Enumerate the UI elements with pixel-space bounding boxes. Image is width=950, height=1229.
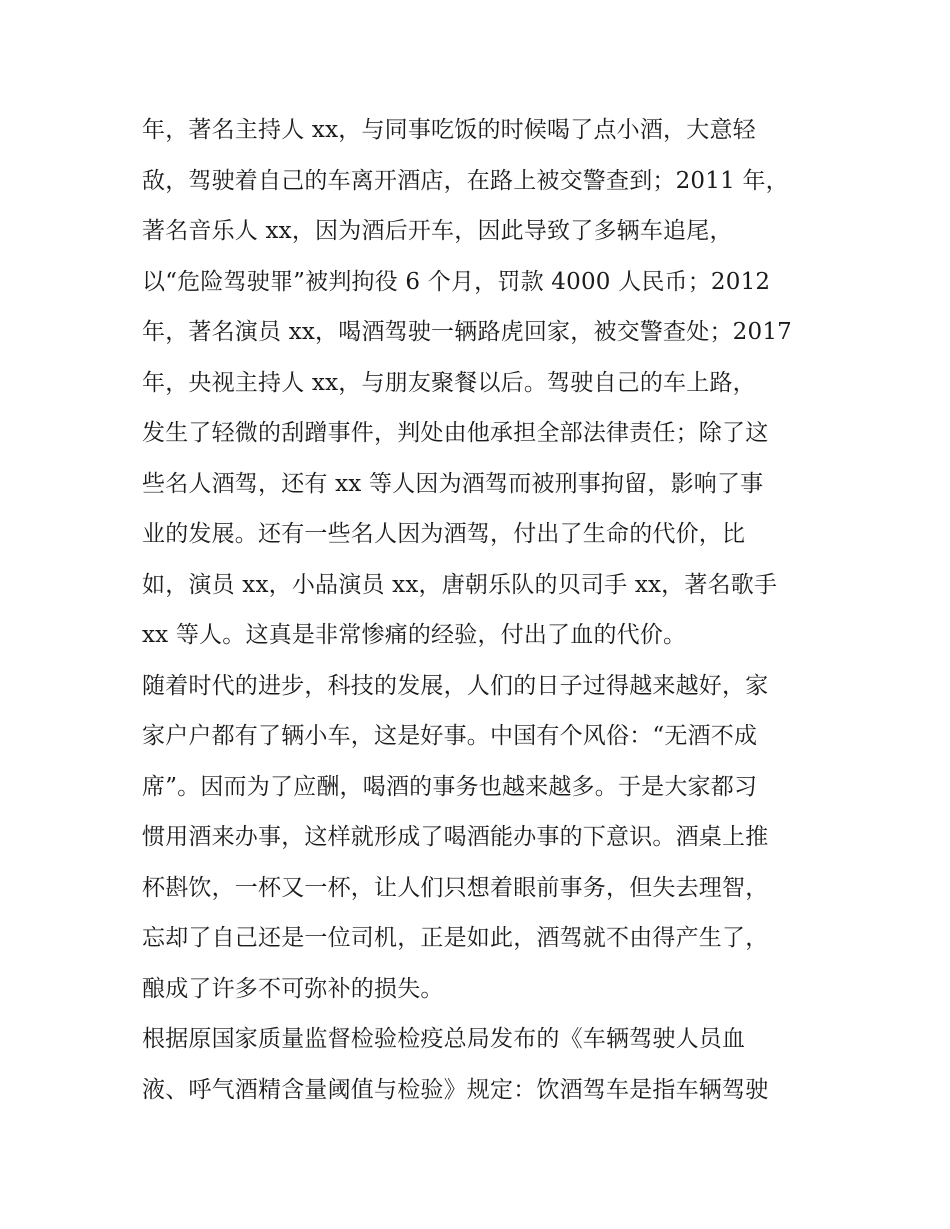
paragraph-drinking-culture (142, 661, 822, 1015)
text-line: 家户户都有了辆小车，这是好事。中国有个风俗：“无酒不成 (142, 723, 758, 749)
text-line: 酿成了许多不可弥补的损失。 (142, 975, 444, 1002)
text-line: 如，演员 xx，小品演员 xx，唐朝乐队的贝司手 xx，著名歌手 (142, 571, 778, 598)
text-line: 忘却了自己还是一位司机，正是如此，酒驾就不由得产生了， (142, 925, 769, 951)
text-line: 些名人酒驾，还有 xx 等人因为酒驾而被刑事拘留，影响了事 (142, 470, 764, 497)
text-line: 根据原国家质量监督检验检疫总局发布的《车辆驾驶人员血 (142, 1026, 746, 1052)
paragraph-celebrity-cases (142, 105, 822, 661)
document-body (142, 105, 822, 1115)
text-line: 业的发展。还有一些名人因为酒驾，付出了生命的代价，比 (142, 521, 746, 547)
text-line: 年，著名演员 xx，喝酒驾驶一辆路虎回家，被交警查处；2017 (142, 319, 792, 345)
text-line: 以“危险驾驶罪”被判拘役 6 个月，罚款 4000 人民币；2012 (142, 268, 771, 295)
text-line: 液、呼气酒精含量阈值与检验》规定：饮酒驾车是指车辆驾驶 (142, 1076, 769, 1103)
text-line: 席”。因而为了应酬，喝酒的事务也越来越多。于是大家都习 (142, 773, 758, 800)
text-line: xx 等人。这真是非常惨痛的经验，付出了血的代价。 (142, 622, 687, 648)
text-line: 年，著名主持人 xx，与同事吃饭的时候喝了点小酒，大意轻 (142, 117, 756, 143)
text-line: 发生了轻微的刮蹭事件，判处由他承担全部法律责任；除了这 (142, 420, 769, 446)
text-line: 敌，驾驶着自己的车离开酒店，在路上被交警查到；2011 年， (142, 167, 789, 194)
paragraph-regulation (142, 1014, 822, 1115)
text-line: 著名音乐人 xx，因为酒后开车，因此导致了多辆车追尾， (142, 218, 733, 244)
text-line: 年，央视主持人 xx，与朋友聚餐以后。驾驶自己的车上路， (142, 369, 756, 396)
text-line: 杯斟饮，一杯又一杯，让人们只想着眼前事务，但失去理智， (142, 874, 769, 901)
text-line: 惯用酒来办事，这样就形成了喝酒能办事的下意识。酒桌上推 (142, 824, 769, 850)
text-line: 随着时代的进步，科技的发展，人们的日子过得越来越好，家 (142, 672, 769, 699)
